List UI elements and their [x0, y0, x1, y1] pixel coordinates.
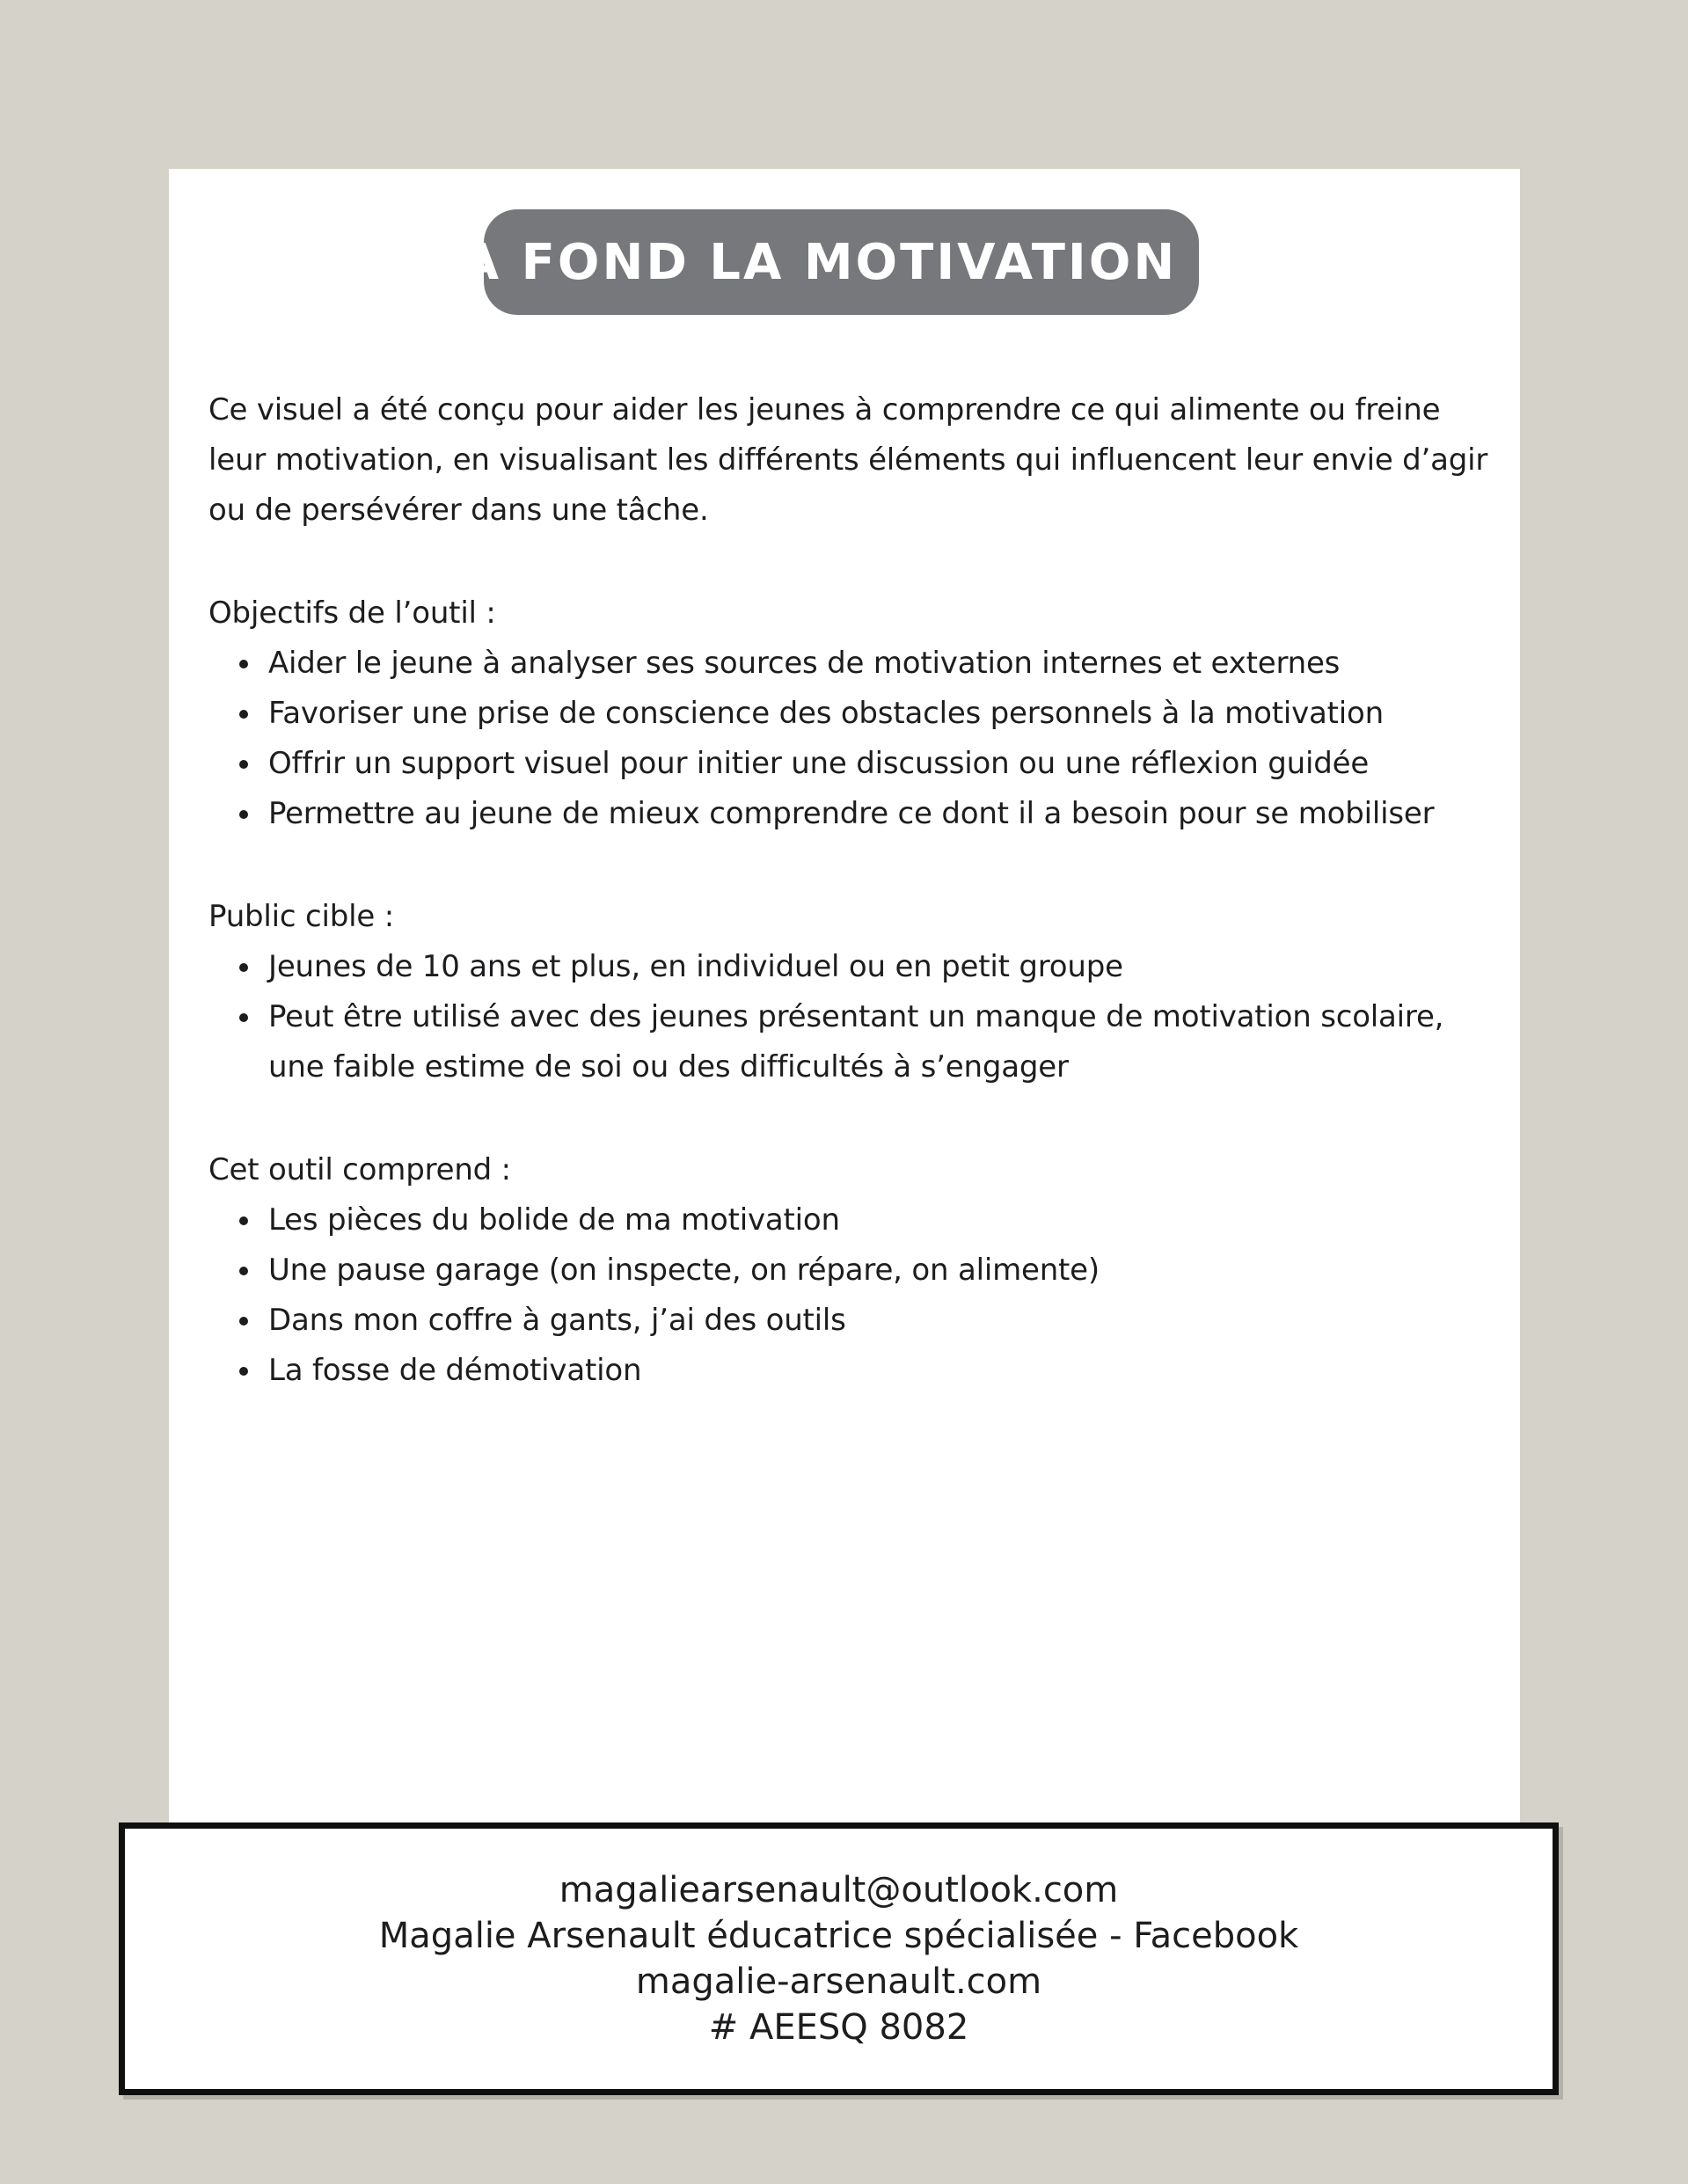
list-item: • Favoriser une prise de conscience des obstacles personnels à la motivation [263, 689, 1493, 739]
contact-email: magaliearsenault@outlook.com [559, 1870, 1119, 1910]
target-audience-list [208, 942, 1493, 1092]
list-item: • Permettre au jeune de mieux comprendre ce dont il a besoin pour se mobiliser [263, 789, 1493, 839]
section-target-audience [208, 892, 1493, 1092]
list-item: • Dans mon coffre à gants, j’ai des outils [263, 1296, 1493, 1346]
list-item: • Offrir un support visuel pour initier une discussion ou une réflexion guidée [263, 739, 1493, 789]
section-tool-contents [208, 1145, 1493, 1396]
objectives-list [208, 639, 1493, 839]
section-heading: Cet outil comprend : [208, 1152, 511, 1187]
list-item: • Une pause garage (on inspecte, on répare, on alimente) [263, 1245, 1493, 1296]
tool-contents-list [208, 1195, 1493, 1396]
website-url: magalie-arsenault.com [635, 1961, 1042, 2002]
section-objectives [208, 588, 1493, 839]
section-heading: Public cible : [208, 899, 394, 934]
membership-number: # AEESQ 8082 [708, 2007, 969, 2048]
section-heading: Objectifs de l’outil : [208, 595, 496, 631]
title-badge [460, 209, 1223, 315]
intro-paragraph: Ce visuel a été conçu pour aider les jeunes à comprendre ce qui alimente ou freine leur motivation, en visualisant les différents éléments qui influencent leur envie d’agir ou de persévérer dans une tâche. [208, 392, 1488, 528]
document-page [169, 169, 1520, 2034]
list-item: • Peut être utilisé avec des jeunes présentant un manque de motivation scolaire, une faible estime de soi ou des difficultés à s’engager [263, 992, 1493, 1092]
facebook-name: Magalie Arsenault éducatrice spécialisée - Facebook [378, 1916, 1299, 1956]
page-title: À FOND LA MOTIVATION ! [460, 233, 1223, 291]
contact-footer-box [119, 1822, 1559, 2095]
list-item: • Jeunes de 10 ans et plus, en individuel ou en petit groupe [263, 942, 1493, 992]
list-item: • La fosse de démotivation [263, 1346, 1493, 1396]
list-item: • Les pièces du bolide de ma motivation [263, 1195, 1493, 1245]
list-item: • Aider le jeune à analyser ses sources de motivation internes et externes [263, 639, 1493, 689]
document-body [208, 385, 1493, 1396]
